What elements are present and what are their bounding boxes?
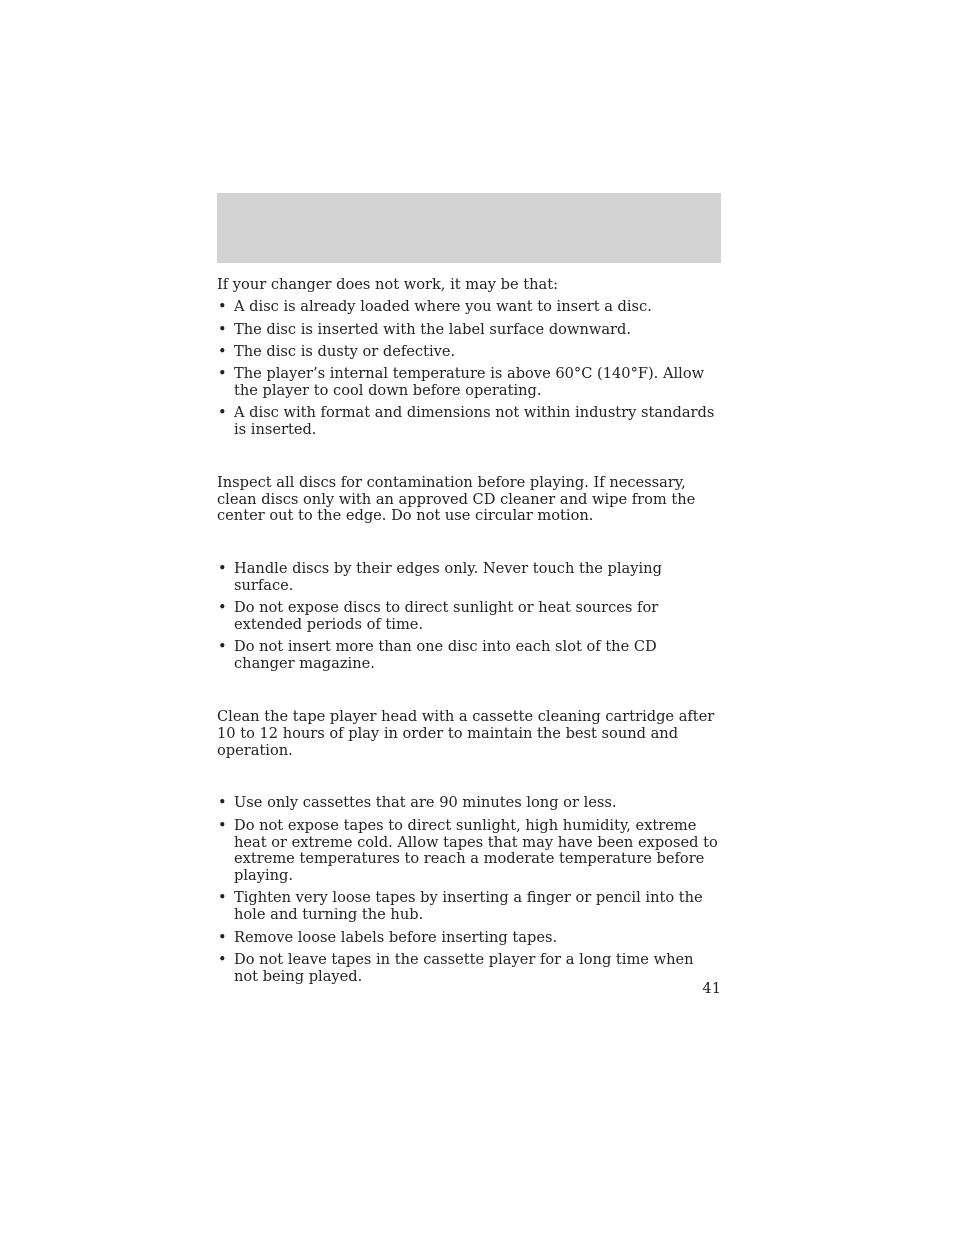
page-number: 41 [702, 980, 721, 997]
bullet-icon: • [218, 816, 227, 834]
list-item: • Handle discs by their edges only. Never touch the playing surface. [218, 560, 662, 595]
list-item: • Remove loose labels before inserting tapes. [218, 928, 558, 946]
list-item: • Do not expose discs to direct sunlight or heat sources for extended periods of time. [218, 599, 659, 634]
list-item: • The disc is inserted with the label surface downward. [218, 320, 632, 338]
list-item: • The player’s internal temperature is above 60°C (140°F). Allow the player to cool down before operating. [218, 365, 705, 399]
bullet-icon: • [218, 950, 227, 968]
section-gap [217, 439, 721, 475]
bullet-icon: • [218, 560, 227, 578]
page-content [217, 277, 721, 985]
list-item: • Do not insert more than one disc into each slot of the CD changer magazine. [218, 638, 657, 673]
tape-care-list [217, 795, 721, 985]
bullet-icon: • [218, 928, 227, 946]
section-gap [217, 525, 721, 561]
bullet-icon: • [218, 298, 227, 316]
bullet-icon: • [218, 320, 227, 338]
bullet-icon: • [218, 599, 227, 617]
list-item: • A disc is already loaded where you want to insert a disc. [218, 298, 652, 316]
list-item: • Tighten very loose tapes by inserting a finger or pencil into the hole and turning the hub. [218, 889, 703, 924]
list-item: • A disc with format and dimensions not within industry standards is inserted. [218, 404, 715, 439]
tape-head-paragraph: Clean the tape player head with a cassette cleaning cartridge after 10 to 12 hours of play in order to maintain the best sound and operation. [217, 708, 715, 759]
bullet-icon: • [218, 404, 227, 422]
changer-intro: If your changer does not work, it may be that: [217, 276, 559, 293]
bullet-icon: • [218, 638, 227, 656]
disc-cleaning-paragraph: Inspect all discs for contamination before playing. If necessary, clean discs only with an approved CD cleaner and wipe from the center out to the edge. Do not use circular motion. [217, 473, 696, 525]
section-header-bar [217, 193, 721, 263]
bullet-icon: • [218, 342, 227, 360]
list-item: • Do not leave tapes in the cassette player for a long time when not being played. [218, 950, 694, 985]
list-item: • Use only cassettes that are 90 minutes long or less. [218, 794, 617, 812]
list-item: • Do not expose tapes to direct sunlight, high humidity, extreme heat or extreme cold. Allow tapes that may have been exposed to extreme temperatures to reach a moderate temperature before playing. [218, 816, 718, 885]
changer-trouble-list [217, 299, 721, 439]
bullet-icon: • [218, 889, 227, 907]
bullet-icon: • [218, 365, 227, 383]
section-gap [217, 673, 721, 709]
section-gap [217, 759, 721, 795]
list-item: • The disc is dusty or defective. [218, 342, 456, 360]
disc-care-list [217, 561, 721, 673]
bullet-icon: • [218, 794, 227, 812]
